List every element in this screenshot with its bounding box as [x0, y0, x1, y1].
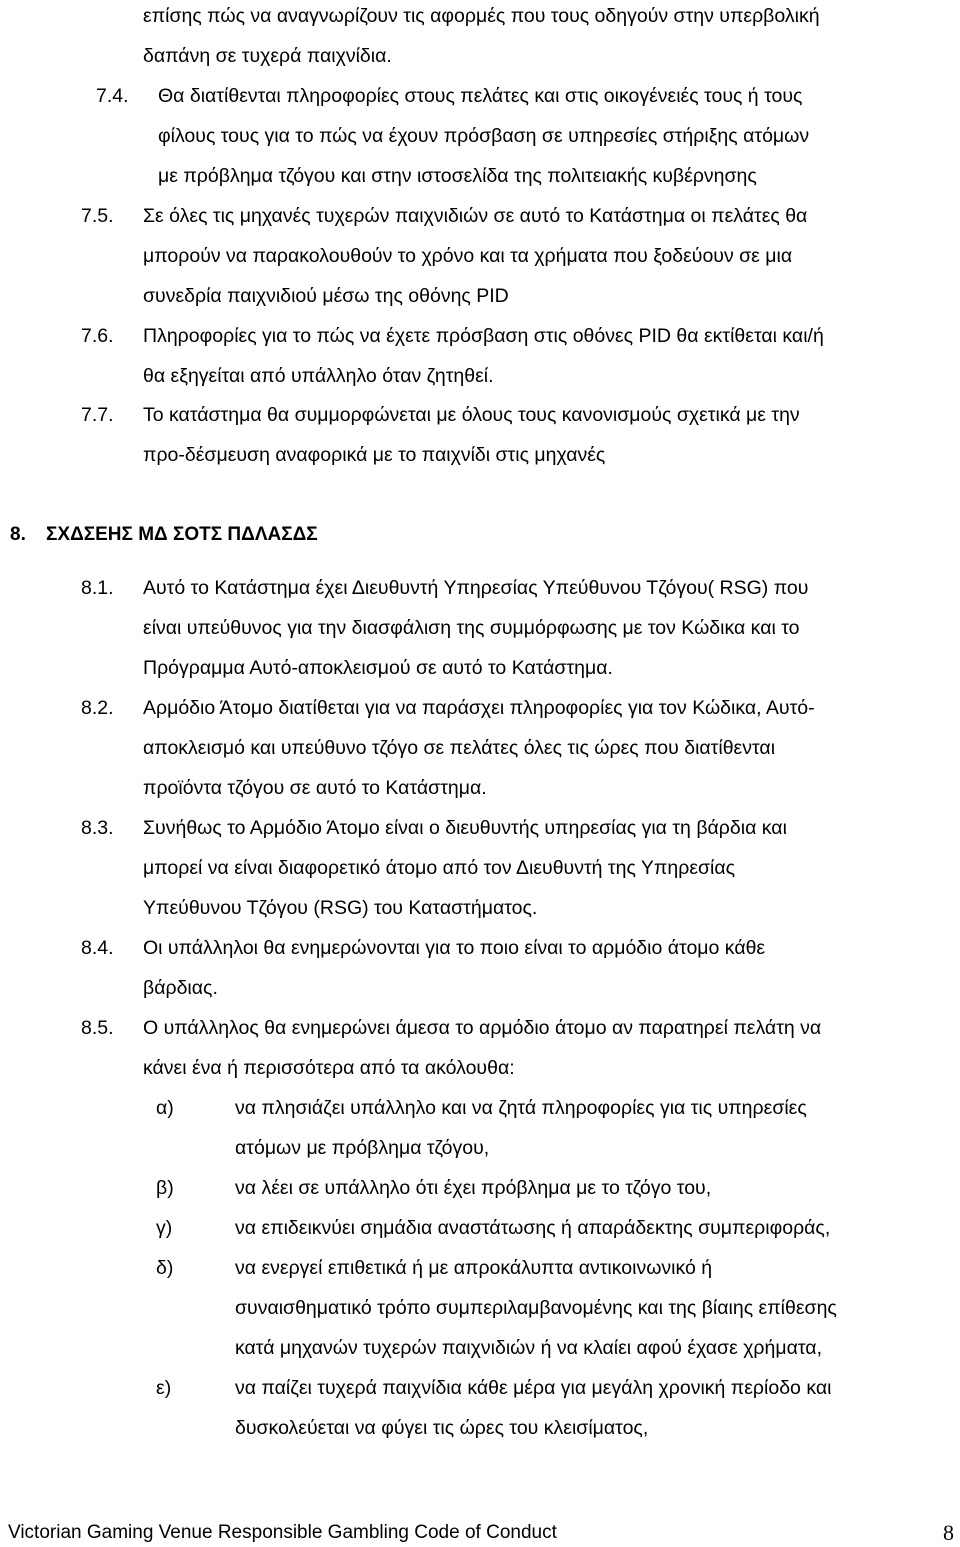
item-text-line: Αρμόδιο Άτομο διατίθεται για να παράσχει πληροφορίες για τον Κώδικα, Αυτό- [143, 697, 815, 719]
subitem-text-line: να πλησιάζει υπάλληλο και να ζητά πληροφορίες για τις υπηρεσίες [235, 1097, 807, 1119]
item-text-line: αποκλεισμό και υπεύθυνο τζόγο σε πελάτες όλες τις ώρες που διατίθενται [143, 737, 776, 759]
item-text-line: Ο υπάλληλος θα ενημερώνει άμεσα το αρμόδιο άτομο αν παρατηρεί πελάτη να [143, 1017, 822, 1039]
item-text-line: θα εξηγείται από υπάλληλο όταν ζητηθεί. [143, 365, 494, 387]
item-text-line: Αυτό το Κατάστημα έχει Διευθυντή Υπηρεσίας Υπεύθυνου Τζόγου( RSG) που [143, 577, 809, 599]
item-number: 7.6. [81, 325, 114, 347]
section-heading: ΣΧΔΣΕΗΣ ΜΔ ΣΟΤΣ ΠΔΛΑΣΔΣ [46, 524, 318, 545]
subitem-text-line: να παίζει τυχερά παιχνίδια κάθε μέρα για μεγάλη χρονική περίοδο και [235, 1377, 832, 1399]
subitem-label: α) [156, 1097, 174, 1119]
subitem-text-line: να λέει σε υπάλληλο ότι έχει πρόβλημα με το τζόγο του, [235, 1177, 712, 1199]
item-text-line: προϊόντα τζόγου σε αυτό το Κατάστημα. [143, 777, 487, 799]
item-number: 7.5. [81, 205, 114, 227]
item-text-line: συνεδρία παιχνιδιού μέσω της οθόνης PID [143, 285, 509, 307]
item-number: 8.3. [81, 817, 114, 839]
subitem-text-line: να επιδεικνύει σημάδια αναστάτωσης ή απαράδεκτης συμπεριφοράς, [235, 1217, 831, 1239]
intro-line: δαπάνη σε τυχερά παιχνίδια. [143, 45, 392, 67]
item-text-line: Θα διατίθενται πληροφορίες στους πελάτες και στις οικογένειές τους ή τους [158, 85, 803, 107]
subitem-text-line: να ενεργεί επιθετικά ή με απροκάλυπτα αντικοινωνικό ή [235, 1257, 713, 1279]
item-text-line: Σε όλες τις μηχανές τυχερών παιχνιδιών σε αυτό το Κατάστημα οι πελάτες θα [143, 205, 808, 227]
item-number: 7.4. [96, 85, 129, 107]
subitem-text-line: κατά μηχανών τυχερών παιχνιδιών ή να κλαίει αφού έχασε χρήματα, [235, 1337, 822, 1359]
item-text-line: Οι υπάλληλοι θα ενημερώνονται για το ποιο είναι το αρμόδιο άτομο κάθε [143, 937, 766, 959]
item-text-line: Το κατάστημα θα συμμορφώνεται με όλους τους κανονισμούς σχετικά με την [143, 404, 800, 426]
subitem-text-line: συναισθηματικό τρόπο συμπεριλαμβανομένης και της βίαιης επίθεσης [235, 1297, 837, 1319]
item-text-line: με πρόβλημα τζόγου και στην ιστοσελίδα της πολιτειακής κυβέρνησης [158, 165, 757, 187]
item-text-line: είναι υπεύθυνος για την διασφάλιση της συμμόρφωσης με τον Κώδικα και το [143, 617, 800, 639]
footer-title: Victorian Gaming Venue Responsible Gambling Code of Conduct [8, 1522, 557, 1543]
item-text-line: Πληροφορίες για το πώς να έχετε πρόσβαση στις οθόνες PID θα εκτίθεται και/ή [143, 325, 824, 347]
item-number: 8.4. [81, 937, 114, 959]
item-text-line: φίλους τους για το πώς να έχουν πρόσβαση σε υπηρεσίες στήριξης ατόμων [158, 125, 810, 147]
item-number: 8.2. [81, 697, 114, 719]
subitem-label: ε) [156, 1377, 172, 1399]
item-text-line: μπορεί να είναι διαφορετικό άτομο από τον Διευθυντή της Υπηρεσίας [143, 857, 736, 879]
section-number: 8. [10, 524, 26, 545]
item-number: 7.7. [81, 404, 114, 426]
subitem-label: δ) [156, 1257, 174, 1279]
item-text-line: βάρδιας. [143, 977, 218, 999]
intro-line: επίσης πώς να αναγνωρίζουν τις αφορμές που τους οδηγούν στην υπερβολική [143, 5, 820, 27]
item-number: 8.1. [81, 577, 114, 599]
item-text-line: κάνει ένα ή περισσότερα από τα ακόλουθα: [143, 1057, 515, 1079]
subitem-text-line: ατόμων με πρόβλημα τζόγου, [235, 1137, 490, 1159]
item-text-line: Συνήθως το Αρμόδιο Άτομο είναι ο διευθυντής υπηρεσίας για τη βάρδια και [143, 817, 787, 839]
subitem-label: β) [156, 1177, 174, 1199]
item-text-line: προ-δέσμευση αναφορικά με το παιχνίδι στις μηχανές [143, 444, 606, 466]
item-text-line: Υπεύθυνου Τζόγου (RSG) του Καταστήματος. [143, 897, 538, 919]
item-text-line: μπορούν να παρακολουθούν το χρόνο και τα χρήματα που ξοδεύουν σε μια [143, 245, 793, 267]
subitem-text-line: δυσκολεύεται να φύγει τις ώρες του κλεισίματος, [235, 1417, 649, 1439]
page-number: 8 [943, 1520, 954, 1545]
item-text-line: Πρόγραμμα Αυτό-αποκλεισμού σε αυτό το Κατάστημα. [143, 657, 613, 679]
item-number: 8.5. [81, 1017, 114, 1039]
subitem-label: γ) [156, 1217, 173, 1239]
